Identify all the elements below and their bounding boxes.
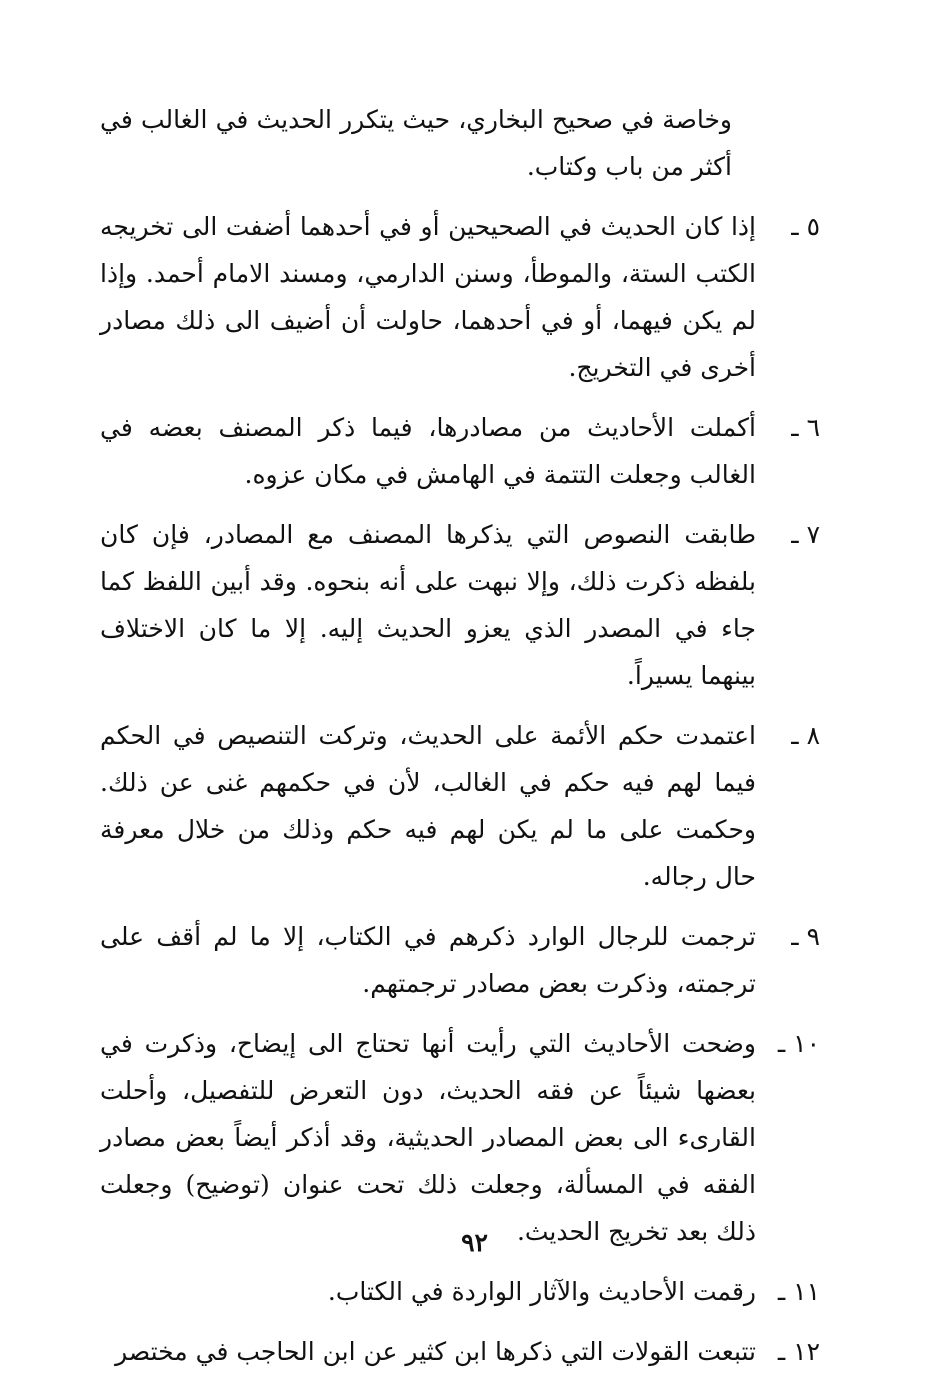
item-text: ترجمت للرجال الوارد ذكرهم في الكتاب، إلا ما لم أقف على ترجمته، وذكرت بعض مصادر ترجمتهم.	[100, 922, 756, 998]
intro-paragraph	[100, 96, 820, 190]
item-number: ١٢ ـ	[777, 1337, 820, 1366]
item-text: اعتمدت حكم الأئمة على الحديث، وتركت التنصيص في الحكم فيما لهم فيه حكم في الغالب، لأن في حكمهم غنى عن ذلك. وحكمت على ما لم يكن لهم فيه حكم وذلك من خلال معرفة حال رجاله.	[100, 721, 756, 891]
page-body	[100, 96, 820, 1388]
list-item-7	[100, 511, 820, 699]
item-text: رقمت الأحاديث والآثار الواردة في الكتاب.	[327, 1277, 756, 1306]
item-text: تتبعت القولات التي ذكرها ابن كثير عن ابن الحاجب في مختصر	[115, 1337, 756, 1366]
page-number: ٩٢	[461, 1228, 488, 1257]
list-item-5	[100, 203, 820, 391]
item-text: إذا كان الحديث في الصحيحين أو في أحدهما أضفت الى تخريجه الكتب الستة، والموطأ، وسنن الدارمي، ومسند الامام أحمد. وإذا لم يكن فيهما، أو في أحدهما، حاولت أن أضيف الى ذلك مصادر أخرى في التخريج.	[100, 212, 756, 382]
list-item-8	[100, 712, 820, 900]
list-item-10	[100, 1020, 820, 1255]
list-item-9	[100, 913, 820, 1007]
item-number: ٨ ـ	[791, 721, 820, 750]
list-item-6	[100, 404, 820, 498]
list-item-11	[100, 1268, 820, 1315]
item-number: ٦ ـ	[791, 413, 820, 442]
item-number: ١٠ ـ	[777, 1029, 820, 1058]
list-item-12	[100, 1328, 820, 1375]
item-number: ١١ ـ	[777, 1277, 820, 1306]
item-number: ٧ ـ	[791, 520, 820, 549]
item-number: ٥ ـ	[791, 212, 820, 241]
item-text: أكملت الأحاديث من مصادرها، فيما ذكر المصنف بعضه في الغالب وجعلت التتمة في الهامش في مكان عزوه.	[100, 413, 756, 489]
item-number: ٩ ـ	[791, 922, 820, 951]
intro-text: وخاصة في صحيح البخاري، حيث يتكرر الحديث في الغالب في أكثر من باب وكتاب.	[100, 105, 732, 181]
item-text: وضحت الأحاديث التي رأيت أنها تحتاج الى إيضاح، وذكرت في بعضها شيئاً عن فقه الحديث، دون التعرض للتفصيل، وأحلت القارىء الى بعض المصادر الحديثية، وقد أذكر أيضاً بعض مصادر الفقه في المسألة، وجعلت ذلك تحت عنوان (توضيح) وجعلت ذلك بعد تخريج الحديث.	[100, 1029, 756, 1246]
item-text: طابقت النصوص التي يذكرها المصنف مع المصادر، فإن كان بلفظه ذكرت ذلك، وإلا نبهت على أنه بنحوه. وقد أبين اللفظ كما جاء في المصدر الذي يعزو الحديث إليه. إلا ما كان الاختلاف بينهما يسيراً.	[100, 520, 756, 690]
